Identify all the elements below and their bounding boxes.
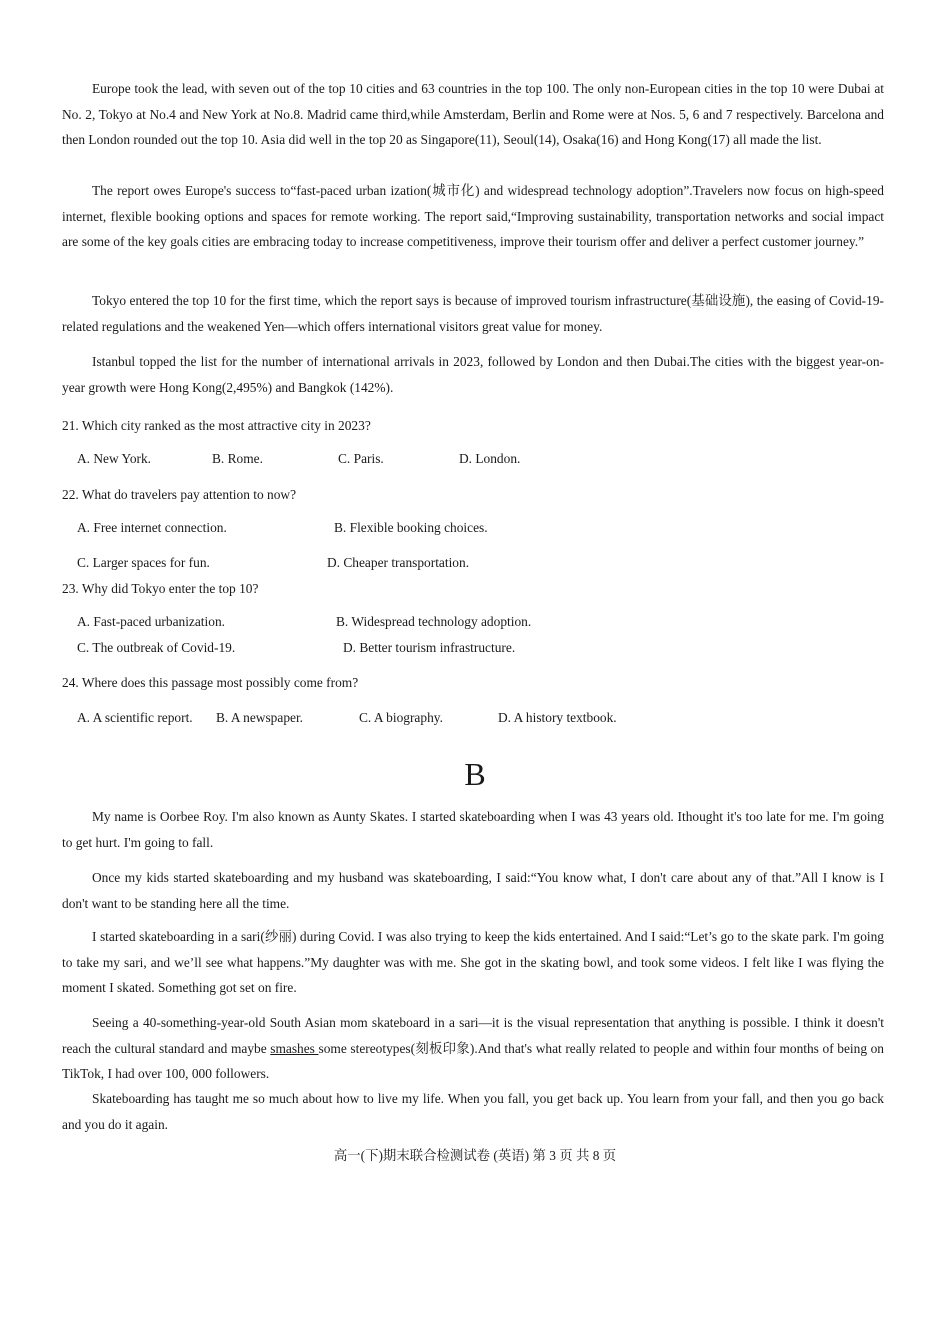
page-footer: 高一(下)期末联合检测试卷 (英语) 第 3 页 共 8 页 [333, 1148, 617, 1163]
question-24-option-b[interactable]: B. A newspaper. [216, 710, 304, 725]
question-24-option-a[interactable]: A. A scientific report. [77, 710, 193, 725]
question-23-stem: 23. Why did Tokyo enter the top 10? [62, 581, 259, 596]
question-21-option-a[interactable]: A. New York. [77, 451, 152, 466]
question-23-option-d[interactable]: D. Better tourism infrastructure. [343, 640, 516, 655]
question-23-option-c[interactable]: C. The outbreak of Covid-19. [77, 640, 236, 655]
passage-b-paragraph-5: Skateboarding has taught me so much about how to live my life. When you fall, you get back up. You learn from your fall, and then you go back and you do it again. [62, 1091, 884, 1132]
question-24-option-c[interactable]: C. A biography. [359, 710, 443, 725]
question-21-option-b[interactable]: B. Rome. [212, 451, 263, 466]
question-21-option-d[interactable]: D. London. [459, 451, 521, 466]
passage-b-paragraph-3: I started skateboarding in a sari(纱丽) during Covid. I was also trying to keep the kids entertained. And I said:“Let’s go to the skate park. I'm going to take my sari, and we’ll see what happens.”My daughter was with me. She got in the skating bowl, and took some videos. I felt like I was flying the moment I skated. Something got set on fire. [62, 929, 884, 995]
passage-a-paragraph-4: Istanbul topped the list for the number of international arrivals in 2023, followed by London and then Dubai.The cities with the biggest year-on-year growth were Hong Kong(2,495%) and Bangkok (142%). [62, 354, 884, 395]
passage-b-paragraph-1: My name is Oorbee Roy. I'm also known as Aunty Skates. I started skateboarding when I was 43 years old. Ithought it's too late for me. I'm going to get hurt. I'm going to fall. [62, 809, 884, 850]
question-24-option-d[interactable]: D. A history textbook. [498, 710, 617, 725]
question-24-stem: 24. Where does this passage most possibly come from? [62, 675, 359, 690]
question-22-option-a[interactable]: A. Free internet connection. [77, 520, 227, 535]
passage-a-paragraph-3: Tokyo entered the top 10 for the first time, which the report says is because of improved tourism infrastructure(基础设施), the easing of Covid-19-related regulations and the weakened Yen—which offers international visitors great value for money. [62, 293, 884, 334]
passage-a-paragraph-1: Europe took the lead, with seven out of the top 10 cities and 63 countries in the top 100. The only non-European cities in the top 10 were Dubai at No. 2, Tokyo at No.4 and New York at No.8. Madrid came third,while Amsterdam, Berlin and Rome were at Nos. 5, 6 and 7 respectively. Barcelona and then London rounded out the top 10. Asia did well in the top 20 as Singapore(11), Seoul(14), Osaka(16) and Hong Kong(17) all made the list. [62, 81, 884, 147]
question-23-option-a[interactable]: A. Fast-paced urbanization. [77, 614, 225, 629]
passage-b-paragraph-2: Once my kids started skateboarding and my husband was skateboarding, I said:“You know what, I don't care about any of that.”All I know is I don't want to be standing here all the time. [62, 870, 884, 911]
question-22-option-d[interactable]: D. Cheaper transportation. [327, 555, 470, 570]
underlined-word-smashes: smashes [270, 1040, 319, 1056]
question-22-option-c[interactable]: C. Larger spaces for fun. [77, 555, 210, 570]
question-22-stem: 22. What do travelers pay attention to now? [62, 487, 297, 502]
passage-b-title: B [464, 756, 486, 792]
question-22-option-b[interactable]: B. Flexible booking choices. [334, 520, 488, 535]
question-23-option-b[interactable]: B. Widespread technology adoption. [336, 614, 532, 629]
passage-b-paragraph-4: Seeing a 40-something-year-old South Asian mom skateboard in a sari—it is the visual representation that anything is possible. I think it doesn't reach the cultural standard and maybe smashes some stereotypes(刻板印象).And that's what really related to people and within four months of being on TikTok, I had over 100, 000 followers. [62, 1015, 885, 1081]
passage-a-paragraph-2: The report owes Europe's success to“fast-paced urban ization(城市化) and widespread technology adoption”.Travelers now focus on high-speed internet, flexible booking options and spaces for remote working. The report said,“Improving sustainability, transportation networks and social impact are some of the key goals cities are embracing today to increase competitiveness, improve their tourism offer and deliver a perfect customer journey.” [62, 183, 884, 249]
question-21-stem: 21. Which city ranked as the most attractive city in 2023? [62, 418, 371, 433]
question-21-option-c[interactable]: C. Paris. [338, 451, 384, 466]
